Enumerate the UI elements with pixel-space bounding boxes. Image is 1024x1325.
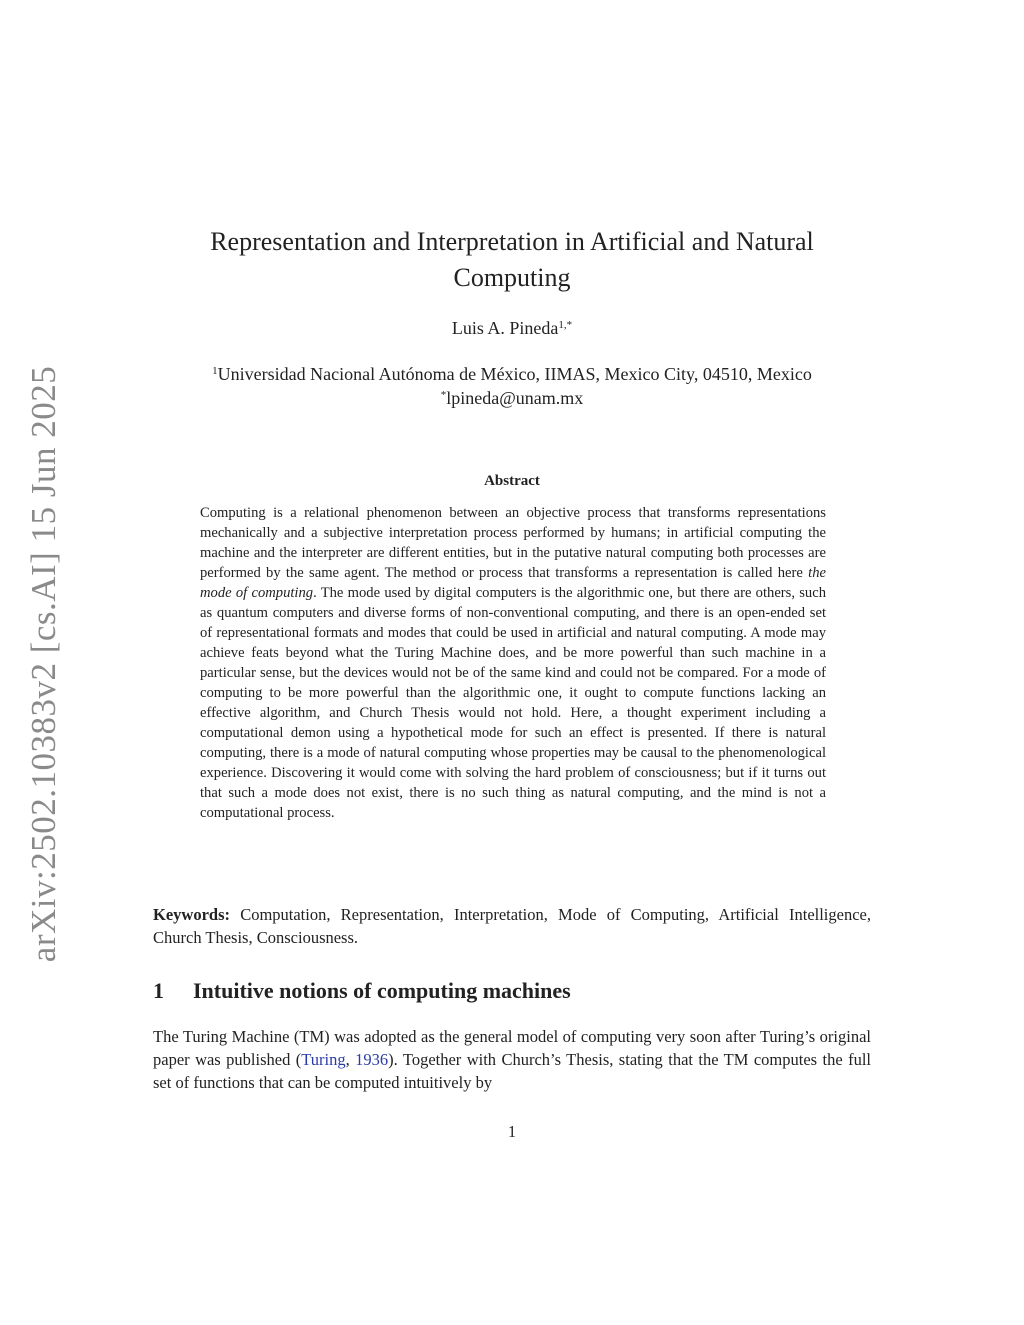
- abstract-text-part-2: . The mode used by digital computers is the algorithmic one, but there are others, such as quantum computers and diverse forms of non-conventional computing, and there is an open-ended set of representational formats and modes that could be used in artificial and natural computing. A mode may achieve feats beyond what the Turing Machine does, and be more powerful than such machine in a particular sense, but the devices would not be of the same kind and could not be compared. For a mode of computing to be more powerful than the algorithmic one, it ought to compute functions lacking an effective algorithm, and Church Thesis would not hold. Here, a thought experiment including a computational demon using a hypothetical mode for such an effect is presented. If there is natural computing, there is a mode of natural computing whose properties may be causal to the phenomenological experience. Discovering it would come with solving the hard problem of consciousness; but if it turns out that such a mode does not exist, there is no such thing as natural computing, and the mind is not a computational process.: [200, 585, 826, 821]
- author-email: lpineda@unam.mx: [446, 388, 584, 408]
- author-name: Luis A. Pineda: [451, 318, 559, 338]
- section-heading: [153, 978, 571, 1004]
- affiliation-block: [0, 362, 1024, 410]
- abstract-emphasis: the mode of computing: [200, 565, 826, 601]
- abstract-body: [200, 503, 826, 823]
- email-line: [0, 386, 1024, 410]
- affiliation-line: [0, 362, 1024, 386]
- citation-separator: ,: [345, 1050, 356, 1069]
- author-line: [0, 318, 1024, 339]
- arxiv-stamp: arXiv:2502.10383v2 [cs.AI] 15 Jun 2025: [24, 365, 63, 963]
- section-title: Intuitive notions of computing machines: [193, 978, 571, 1003]
- affiliation-mark: 1: [212, 364, 218, 377]
- keywords: [153, 903, 871, 949]
- body-text-part-2: ). Together with Church’s Thesis, stating that the TM computes the full set of functions that can be computed intuitively by: [153, 1050, 872, 1092]
- body-text-part-1: The Turing Machine (TM) was adopted as the general model of computing very soon after Turing’s original paper was published (: [153, 1027, 871, 1069]
- abstract-heading: Abstract: [484, 473, 540, 489]
- citation-year-link[interactable]: 1936: [355, 1050, 389, 1069]
- page-number: 1: [507, 1122, 517, 1141]
- paper-title: Representation and Interpretation in Artificial and Natural Computing: [210, 227, 814, 292]
- keywords-text: Computation, Representation, Interpretation, Mode of Computing, Artificial Intelligence, Church Thesis, Consciousness.: [153, 905, 871, 947]
- section-number: 1: [153, 978, 164, 1003]
- affiliation-text: Universidad Nacional Autónoma de México, IIMAS, Mexico City, 04510, Mexico: [217, 364, 812, 384]
- citation-author-link[interactable]: Turing: [301, 1050, 346, 1069]
- email-mark: *: [440, 388, 447, 401]
- author-marks: 1,*: [558, 318, 573, 331]
- body-paragraph: [153, 1025, 871, 1094]
- keywords-label: Keywords:: [153, 905, 230, 924]
- abstract-text-part-1: Computing is a relational phenomenon between an objective process that transforms representations mechanically and a subjective interpretation process performed by humans; in artificial computing the machine and the interpreter are different entities, but in the putative natural computing both processes are performed by the same agent. The method or process that transforms a representation is called here: [200, 505, 826, 581]
